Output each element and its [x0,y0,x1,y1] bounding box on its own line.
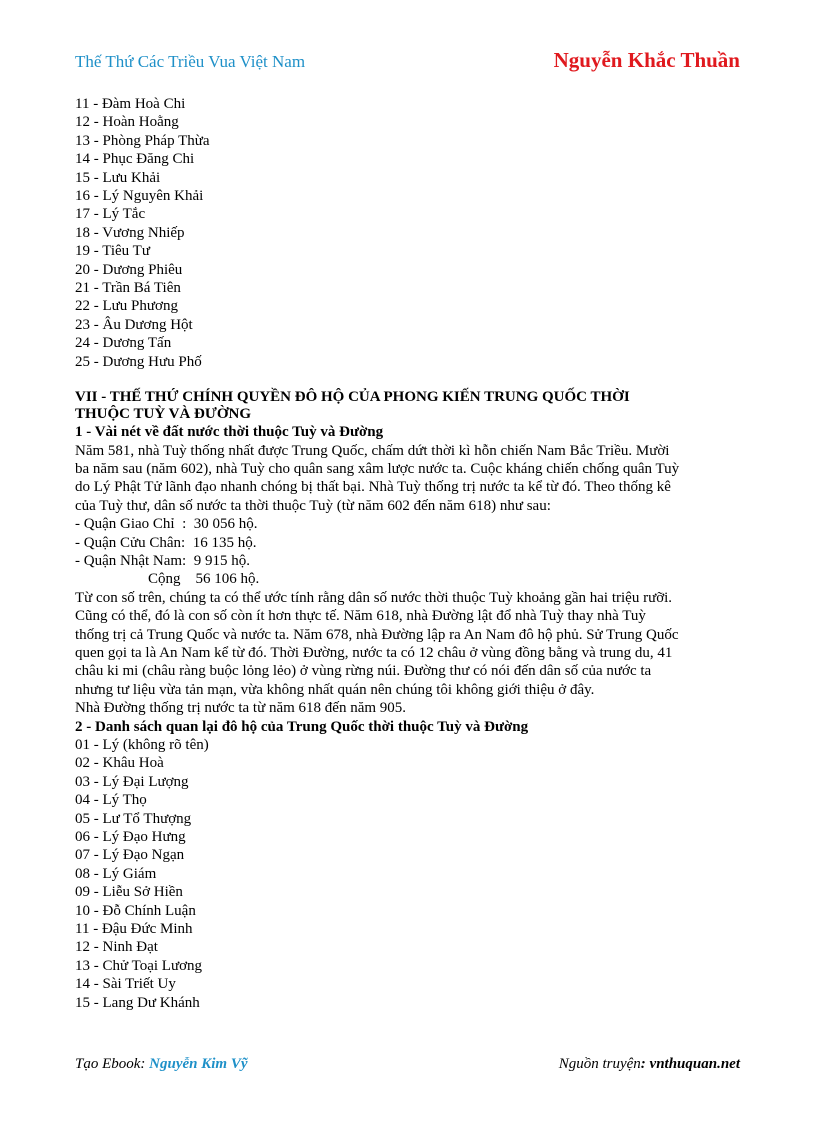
officials-list [75,736,745,1012]
paragraph-line: Cũng có thể, đó là con số còn ít hơn thực tế. Năm 618, nhà Đường lật đổ nhà Tuỳ thay nhà Tuỳ [75,608,646,625]
ruler-list-item: 13 - Phòng Pháp Thừa [75,132,210,149]
official-list-item: 14 - Sài Triết Uy [75,976,176,993]
ruler-list-item: 21 - Trần Bá Tiên [75,280,181,297]
ruler-list-item: 22 - Lưu Phương [75,298,178,315]
paragraph-line: Năm 581, nhà Tuỳ thống nhất được Trung Quốc, chấm dứt thời kì hỗn chiến Nam Bắc Triều. Mười [75,442,670,459]
official-list-item: 05 - Lư Tổ Thượng [75,810,192,827]
population-stat-row: - Quận Cửu Chân: 16 135 hộ. [75,534,257,551]
ebook-label: Tạo Ebook [75,1056,141,1072]
ruler-list-item: 23 - Âu Dương Hột [75,316,193,333]
paragraph-line: thống trị cả Trung Quốc và nước ta. Năm 678, nhà Đường lập ra An Nam đô hộ phủ. Sử Trung Quốc [75,626,679,643]
ruler-list-item: 18 - Vương Nhiếp [75,224,185,241]
official-list-item: 08 - Lý Giám [75,865,157,882]
ruler-list-item: 12 - Hoàn Hoằng [75,114,179,131]
ebook-separator: : [140,1056,150,1072]
subheading-officials-list: 2 - Danh sách quan lại đô hộ của Trung Quốc thời thuộc Tuỳ và Đường [75,718,529,735]
paragraph-line: quen gọi ta là An Nam kể từ đó. Thời Đường, nước ta có 12 châu ở vùng đồng bằng và trung du, 41 [75,644,673,661]
ruler-list-item: 19 - Tiêu Tư [75,243,150,260]
subheading-overview: 1 - Vài nét về đất nước thời thuộc Tuỳ và Đường [75,424,384,441]
official-list-item: 06 - Lý Đạo Hưng [75,829,186,846]
ruler-list-item: 11 - Đàm Hoà Chi [75,96,186,112]
official-list-item: 03 - Lý Đại Lượng [75,773,189,790]
population-stats [75,515,745,570]
population-stat-row: - Quận Nhật Nam: 9 915 hộ. [75,552,250,569]
ruler-list-item: 14 - Phục Đăng Chi [75,151,195,168]
paragraph-sui-overview [75,442,745,516]
official-list-item: 12 - Ninh Đạt [75,939,158,956]
ruler-list-item: 17 - Lý Tắc [75,206,146,223]
population-total: Cộng 56 106 hộ. [148,571,260,588]
official-list-item: 13 - Chử Toại Lương [75,957,203,974]
official-list-item: 10 - Đỗ Chính Luận [75,902,196,919]
paragraph-line: châu ki mi (châu ràng buộc lỏng lẻo) ở vùng rừng núi. Đường thư có nói đến dân số của nước ta [75,663,652,680]
official-list-item: 04 - Lý Thọ [75,792,147,809]
paragraph-tang-overview [75,589,745,718]
source-credit [559,1056,740,1073]
paragraph-line: của Tuỳ thư, dân số nước ta thời thuộc Tuỳ (từ năm 602 đến năm 618) như sau: [75,497,551,514]
source-separator: : [640,1056,650,1072]
ruler-list-item: 15 - Lưu Khải [75,169,161,186]
population-stat-row: - Quận Giao Chỉ : 30 056 hộ. [75,516,258,533]
page-content [75,95,745,1012]
paragraph-line: Từ con số trên, chúng ta có thể ước tính rằng dân số nước thời thuộc Tuỳ khoảng gần hai triệu rưỡi. [75,589,673,606]
section-title-line1: VII - THẾ THỨ CHÍNH QUYỀN ĐÔ HỘ CỦA PHONG KIẾN TRUNG QUỐC THỜI [75,389,630,406]
source-site-link[interactable]: vnthuquan.net [649,1056,740,1072]
ruler-list-item: 25 - Dương Hưu Phố [75,353,202,370]
paragraph-line: do Lý Phật Tử lãnh đạo nhanh chóng bị thất bại. Nhà Tuỳ thống trị nước ta kể từ đó. Theo thống kê [75,479,671,496]
ruler-list-item: 24 - Dương Tấn [75,335,172,352]
book-title: Thế Thứ Các Triều Vua Việt Nam [75,52,306,71]
official-list-item: 01 - Lý (không rõ tên) [75,737,209,753]
official-list-item: 09 - Liễu Sở Hiền [75,884,183,901]
official-list-item: 11 - Đậu Đức Minh [75,921,193,938]
paragraph-line: ba năm sau (năm 602), nhà Tuỳ cho quân sang xâm lược nước ta. Cuộc kháng chiến chống quân Tuỳ [75,460,680,477]
official-list-item: 02 - Khâu Hoà [75,755,164,772]
paragraph-line: Nhà Đường thống trị nước ta từ năm 618 đến năm 905. [75,700,407,717]
official-list-item: 15 - Lang Dư Khánh [75,994,200,1011]
ruler-list-item: 20 - Dương Phiêu [75,261,183,278]
source-label: Nguồn truyện [558,1056,641,1072]
section-title-line2: THUỘC TUỲ VÀ ĐƯỜNG [75,406,251,423]
author-name: Nguyễn Khắc Thuần [553,48,740,72]
official-list-item: 07 - Lý Đạo Ngạn [75,847,185,864]
paragraph-line: nhưng tư liệu vừa tản mạn, vừa không nhất quán nên chúng tôi không giới thiệu ở đây. [75,681,595,698]
ebook-credit [75,1056,248,1073]
ruler-list-item: 16 - Lý Nguyên Khải [75,188,204,205]
ebook-author: Nguyễn Kim Vỹ [149,1056,248,1072]
spacer [75,371,745,389]
ruler-list-top [75,95,745,371]
